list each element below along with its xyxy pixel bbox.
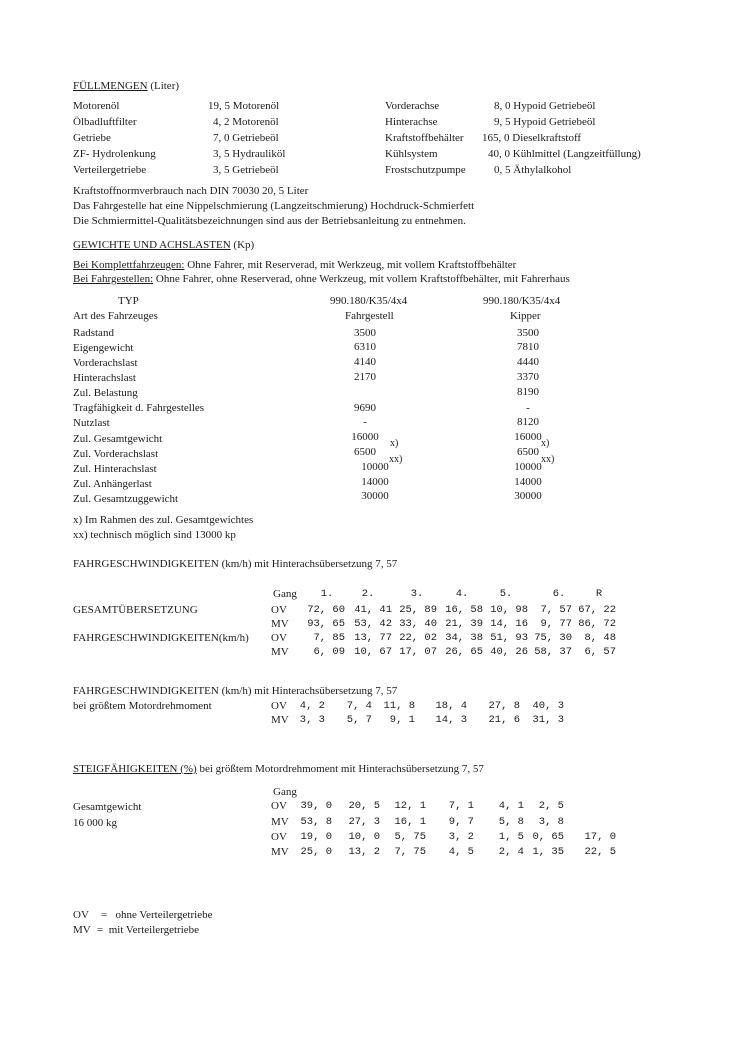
weights-row-label: Tragfähigkeit d. Fahrgestelles (73, 402, 205, 414)
weights-row-v2: 7810 (517, 341, 539, 353)
speeds-torque-sublabel: bei größtem Motordrehmoment (73, 700, 212, 712)
weights-heading-title: GEWICHTE UND ACHSLASTEN (73, 239, 231, 251)
weights-art-col2: Kipper (510, 310, 541, 322)
legend-text: = mit Verteilergetriebe (97, 924, 200, 936)
climb-label-weight: Gesamtgewicht (73, 801, 142, 813)
climb-cell: 3, 8 (538, 816, 564, 828)
weights-art-col1: Fahrgestell (345, 310, 394, 322)
legend-abbr: MV (73, 924, 91, 936)
weights-row-v1: 2170 (354, 371, 376, 383)
weights-row-v2: 10000 (514, 461, 542, 473)
weights-type-col1: 990.180/K35/4x4 (330, 295, 408, 307)
fuel-right-item: Kühlsystem (385, 148, 438, 160)
fuel-left-value: 7, 0 Getriebeöl (213, 132, 279, 144)
speeds-cell: 6, 57 (584, 646, 616, 658)
footnote-mark-x: x) (390, 438, 399, 449)
speeds-cell: 10, 98 (490, 604, 528, 616)
speeds-torque-cell: 21, 6 (488, 714, 520, 726)
climb-cell: 22, 5 (584, 846, 616, 858)
speeds-cell: 21, 39 (445, 618, 483, 630)
weights-row-label: Nutzlast (73, 417, 110, 429)
weights-row-label: Zul. Hinterachslast (73, 463, 157, 475)
climb-cell: 27, 3 (348, 816, 380, 828)
speeds-torque-cell: 5, 7 (346, 714, 372, 726)
weights-row-label: Zul. Gesamtgewicht (73, 433, 163, 445)
speeds-gear-header: R (595, 588, 603, 600)
weights-row-v2: 8190 (517, 386, 539, 398)
speeds-torque-cell: 3, 3 (299, 714, 325, 726)
speeds-gear-header: 1. (320, 588, 334, 600)
weights-row-v1: 6500 (354, 446, 376, 458)
weights-row-v2: 3500 (517, 327, 539, 339)
climb-cell: 16, 1 (394, 816, 426, 828)
climb-cell: 1, 5 (498, 831, 524, 843)
climb-cell: 17, 0 (584, 831, 616, 843)
fuel-right-item: Kraftstoffbehälter (385, 132, 464, 144)
speeds-torque-cell: 40, 3 (532, 700, 564, 712)
weights-condition-chassis (73, 272, 570, 286)
speeds-ratio-label: GESAMTÜBERSETZUNG (73, 604, 198, 616)
climb-cell: 3, 2 (448, 831, 474, 843)
speeds-gear-header: 6. (552, 588, 566, 600)
weights-type-col2: 990.180/K35/4x4 (483, 295, 561, 307)
climb-cell: 5, 8 (498, 816, 524, 828)
weights-row-v1: 4140 (354, 356, 376, 368)
fuel-right-value: 9, 5 Hypoid Getriebeöl (494, 116, 596, 128)
weights-heading-unit: (Kp) (233, 239, 255, 251)
speeds-torque-heading: FAHRGESCHWINDIGKEITEN (km/h) mit Hinterachsübersetzung 7, 57 (73, 685, 398, 697)
speeds-torque-cell: 9, 1 (389, 714, 415, 726)
fuel-left-item: ZF- Hydrolenkung (73, 148, 156, 160)
speeds-cell: 7, 57 (540, 604, 572, 616)
weights-row-label: Eigengewicht (73, 342, 134, 354)
speeds-gear-header: 2. (361, 588, 375, 600)
weights-row-v2: 8120 (517, 416, 539, 428)
speeds-cell: 75, 30 (534, 632, 572, 644)
speeds-cell: 17, 07 (399, 646, 437, 658)
weights-row-label: Zul. Anhängerlast (73, 478, 152, 490)
footnote-mark-xx: xx) (541, 454, 555, 465)
speeds-cell: 51, 93 (490, 632, 528, 644)
fuel-right-value: 40, 0 Kühlmittel (Langzeitfüllung) (488, 148, 641, 160)
speeds-cell: 34, 38 (445, 632, 483, 644)
climb-cell: 13, 2 (348, 846, 380, 858)
weights-row-v2: - (526, 402, 530, 414)
climb-cell: 20, 5 (348, 800, 380, 812)
climb-mode: OV (271, 800, 287, 812)
speeds-cell: 6, 09 (313, 646, 345, 658)
weights-row-label: Hinterachslast (73, 372, 136, 384)
weights-heading (73, 238, 254, 252)
fuel-note-quality: Die Schmiermittel-Qualitätsbezeichnungen sind aus der Betriebsanleitung zu entnehmen. (73, 215, 466, 227)
weights-row-v1: 10000 (361, 461, 389, 473)
climb-cell: 25, 0 (300, 846, 332, 858)
speeds-cell: 22, 02 (399, 632, 437, 644)
speeds-mode: MV (271, 618, 289, 630)
speeds-cell: 10, 67 (354, 646, 392, 658)
legend-abbr: OV (73, 909, 89, 921)
weights-footnote-x: x) Im Rahmen des zul. Gesamtgewichtes (73, 514, 254, 526)
speeds-cell: 7, 85 (313, 632, 345, 644)
climb-mode: OV (271, 831, 287, 843)
weights-art-label: Art des Fahrzeuges (73, 310, 158, 322)
speeds-cell: 9, 77 (540, 618, 572, 630)
fuel-left-item: Verteilergetriebe (73, 164, 147, 176)
fuel-left-value: 3, 5 Hydrauliköl (213, 148, 286, 160)
speeds-cell: 67, 22 (578, 604, 616, 616)
speeds-torque-cell: 14, 3 (435, 714, 467, 726)
speeds-torque-cell: 4, 2 (299, 700, 325, 712)
speeds-cell: 8, 48 (584, 632, 616, 644)
climb-cell: 0, 65 (532, 831, 564, 843)
fuel-right-value: 165, 0 Dieselkraftstoff (482, 132, 582, 144)
climb-heading-text: bei größtem Motordrehmoment mit Hinterachsübersetzung 7, 57 (196, 763, 484, 775)
weights-row-v1: - (363, 416, 367, 428)
weights-row-v1: 6310 (354, 341, 376, 353)
climb-cell: 2, 5 (538, 800, 564, 812)
climb-gang-label: Gang (273, 786, 297, 798)
footnote-mark-xx: xx) (389, 454, 403, 465)
speeds-cell: 53, 42 (354, 618, 392, 630)
speeds-cell: 72, 60 (307, 604, 345, 616)
speeds-torque-mode: MV (271, 714, 289, 726)
speeds-torque-cell: 18, 4 (435, 700, 467, 712)
weights-row-label: Zul. Vorderachslast (73, 448, 159, 460)
climb-cell: 7, 75 (394, 846, 426, 858)
speeds-cell: 58, 37 (534, 646, 572, 658)
climb-cell: 1, 35 (532, 846, 564, 858)
speeds-torque-mode: OV (271, 700, 287, 712)
weights-row-v1: 3500 (354, 327, 376, 339)
weights-row-v1: 14000 (361, 476, 389, 488)
fuel-right-value: 0, 5 Äthylalkohol (494, 164, 572, 176)
weights-condition-complete-label: Bei Komplettfahrzeugen: (73, 259, 185, 271)
fuel-right-item: Vorderachse (385, 100, 440, 112)
speeds-cell: 40, 26 (490, 646, 528, 658)
weights-row-v1: 16000 (351, 431, 379, 443)
climb-cell: 4, 1 (498, 800, 524, 812)
fuel-right-value: 8, 0 Hypoid Getriebeöl (494, 100, 596, 112)
speeds-mode: OV (271, 604, 287, 616)
speeds-heading: FAHRGESCHWINDIGKEITEN (km/h) mit Hinterachsübersetzung 7, 57 (73, 558, 398, 570)
fuel-left-item: Motorenöl (73, 100, 120, 112)
speeds-speed-label: FAHRGESCHWINDIGKEITEN(km/h) (73, 632, 249, 644)
weights-type-label: TYP (118, 295, 139, 307)
speeds-gear-header: 4. (455, 588, 469, 600)
fuel-left-item: Getriebe (73, 132, 111, 144)
climb-cell: 4, 5 (448, 846, 474, 858)
fuel-left-value: 4, 2 Motorenöl (213, 116, 279, 128)
climb-cell: 12, 1 (394, 800, 426, 812)
fuel-left-value: 19, 5 Motorenöl (208, 100, 280, 112)
weights-row-v2: 3370 (517, 371, 539, 383)
fuel-right-item: Frostschutzpumpe (385, 164, 466, 176)
speeds-cell: 86, 72 (578, 618, 616, 630)
weights-row-label: Radstand (73, 327, 114, 339)
speeds-cell: 33, 40 (399, 618, 437, 630)
climb-cell: 19, 0 (300, 831, 332, 843)
speeds-cell: 25, 89 (399, 604, 437, 616)
fuel-heading-title: FÜLLMENGEN (73, 80, 148, 92)
climb-cell: 39, 0 (300, 800, 332, 812)
weights-condition-chassis-label: Bei Fahrgestellen: (73, 273, 154, 285)
speeds-mode: OV (271, 632, 287, 644)
weights-condition-chassis-text: Ohne Fahrer, ohne Reserverad, ohne Werkzeug, mit vollem Kraftstoffbehälter, mit Fahrerhaus (153, 273, 570, 285)
speeds-cell: 16, 58 (445, 604, 483, 616)
climb-cell: 10, 0 (348, 831, 380, 843)
climb-mode: MV (271, 846, 289, 858)
climb-cell: 9, 7 (448, 816, 474, 828)
fuel-left-value: 3, 5 Getriebeöl (213, 164, 279, 176)
weights-row-v1: 9690 (354, 402, 376, 414)
fuel-heading-unit: (Liter) (150, 80, 180, 92)
weights-row-v1: 30000 (361, 490, 389, 502)
speeds-gear-header: 5. (499, 588, 513, 600)
speeds-torque-cell: 11, 8 (383, 700, 415, 712)
weights-row-label: Vorderachslast (73, 357, 138, 369)
speeds-mode: MV (271, 646, 289, 658)
weights-footnote-xx: xx) technisch möglich sind 13000 kp (73, 529, 236, 541)
fuel-note-lubrication: Das Fahrgestelle hat eine Nippelschmierung (Langzeitschmierung) Hochdruck-Schmierfett (73, 200, 475, 212)
speeds-torque-cell: 31, 3 (532, 714, 564, 726)
speeds-cell: 13, 77 (354, 632, 392, 644)
weights-row-label: Zul. Belastung (73, 387, 138, 399)
climb-heading-title: STEIGFÄHIGKEITEN (%) (73, 763, 197, 775)
speeds-torque-cell: 7, 4 (346, 700, 372, 712)
weights-row-label: Zul. Gesamtzuggewicht (73, 493, 179, 505)
fuel-left-item: Ölbadluftfilter (73, 116, 137, 128)
legend-text: = ohne Verteilergetriebe (101, 909, 213, 921)
weights-row-v2: 6500 (517, 446, 539, 458)
speeds-cell: 41, 41 (354, 604, 392, 616)
climb-label-kg: 16 000 kg (73, 817, 117, 829)
weights-row-v2: 30000 (514, 490, 542, 502)
climb-cell: 7, 1 (448, 800, 474, 812)
climb-heading (73, 762, 484, 776)
weights-row-v2: 4440 (517, 356, 539, 368)
weights-condition-complete-text: Ohne Fahrer, mit Reserverad, mit Werkzeug, mit vollem Kraftstoffbehälter (184, 259, 517, 271)
fuel-note-consumption: Kraftstoffnormverbrauch nach DIN 70030 20, 5 Liter (73, 185, 309, 197)
weights-row-v2: 16000 (514, 431, 542, 443)
speeds-cell: 14, 16 (490, 618, 528, 630)
speeds-cell: 93, 65 (307, 618, 345, 630)
weights-condition-complete (73, 258, 516, 272)
speeds-cell: 26, 65 (445, 646, 483, 658)
climb-mode: MV (271, 816, 289, 828)
climb-cell: 53, 8 (300, 816, 332, 828)
speeds-torque-cell: 27, 8 (488, 700, 520, 712)
climb-cell: 5, 75 (394, 831, 426, 843)
weights-row-v2: 14000 (514, 476, 542, 488)
speeds-gear-header: 3. (410, 588, 424, 600)
climb-cell: 2, 4 (498, 846, 524, 858)
speeds-gang-label: Gang (273, 588, 297, 600)
footnote-mark-x: x) (541, 438, 550, 449)
fuel-right-item: Hinterachse (385, 116, 438, 128)
fuel-heading (73, 79, 179, 93)
